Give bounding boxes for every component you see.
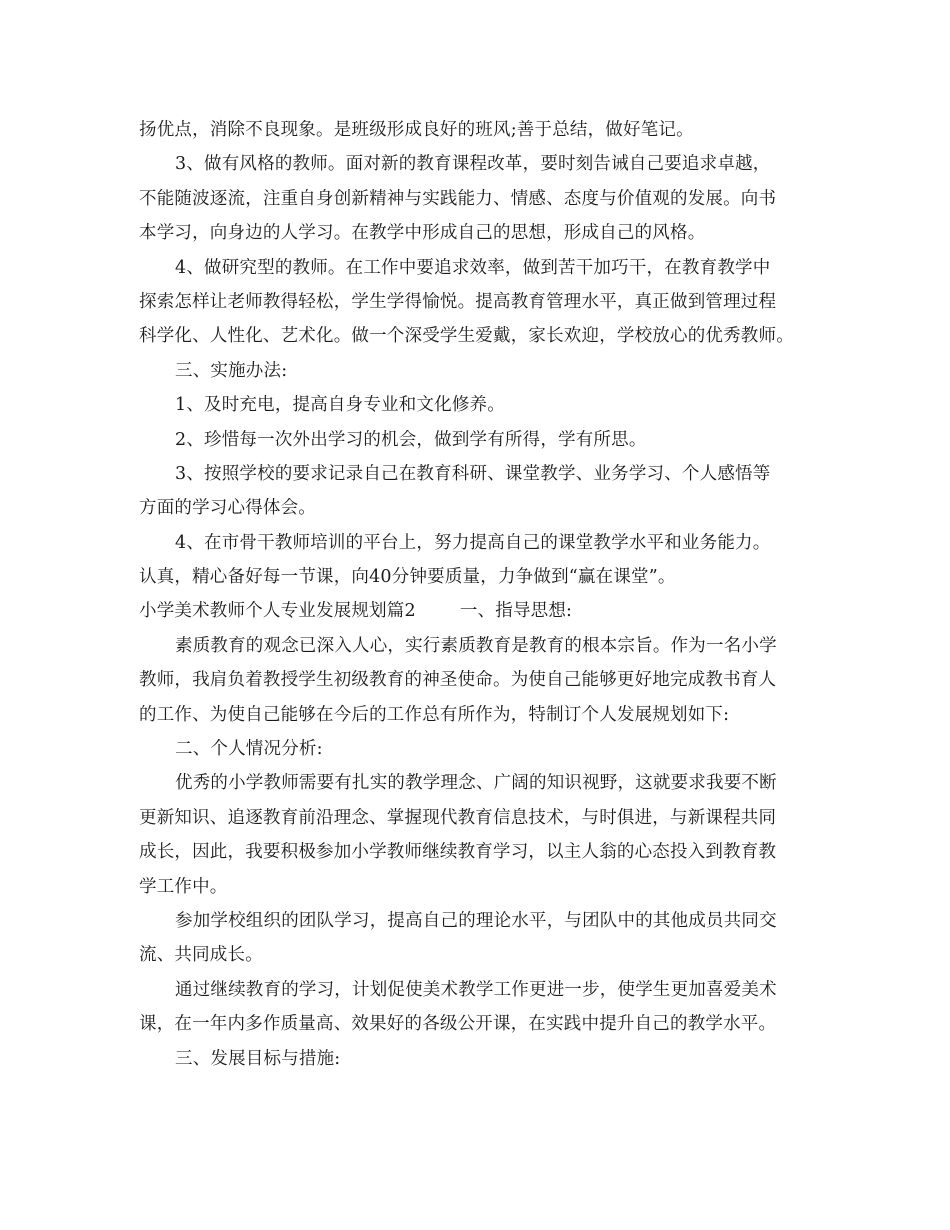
section-heading: 二、个人情况分析: [175,739,323,760]
section-heading: 三、实施办法: [175,360,288,381]
paragraph-line: 通过继续教育的学习，计划促使美术教学工作更进一步，使学生更加喜爱美术 [175,979,777,1000]
list-item: 4、在市骨干教师培训的平台上，努力提高自己的课堂教学水平和业务能力。 [175,532,771,553]
paragraph-line: 课，在一年内多作质量高、效果好的各级公开课，在实践中提升自己的教学水平。 [139,1014,777,1035]
section-heading: 三、发展目标与措施: [175,1048,341,1069]
article-heading-line [139,594,824,628]
paragraph-line: 本学习，向身边的人学习。在教学中形成自己的思想，形成自己的风格。 [139,223,706,244]
paragraph-line: 的工作、为使自己能够在今后的工作总有所作为，特制订个人发展规划如下: [139,704,730,725]
document-body [139,113,824,1076]
paragraph-line: 素质教育的观念已深入人心，实行素质教育是教育的根本宗旨。作为一名小学 [175,635,777,656]
paragraph-line: 方面的学习心得体会。 [139,498,316,519]
paragraph-line: 优秀的小学教师需要有扎实的教学理念、广阔的知识视野，这就要求我要不断 [175,773,777,794]
paragraph-line: 4、做研究型的教师。在工作中要追求效率，做到苦干加巧干，在教育教学中 [175,257,771,278]
paragraph-line: 扬优点，消除不良现象。是班级形成良好的班风;善于总结，做好笔记。 [139,120,694,140]
paragraph-line: 不能随波逐流，注重自身创新精神与实践能力、情感、态度与价值观的发展。向书 [139,188,777,209]
list-item: 2、珍惜每一次外出学习的机会，做到学有所得，学有所思。 [175,429,647,450]
paragraph-line: 流、共同成长。 [139,945,263,966]
list-item: 3、按照学校的要求记录自己在教育科研、课堂教学、业务学习、个人感悟等 [175,463,771,484]
paragraph-line: 参加学校组织的团队学习，提高自己的理论水平，与团队中的其他成员共同交 [175,910,777,931]
paragraph-line: 教师，我肩负着教授学生初级教育的神圣使命。为使自己能够更好地完成教书育人 [139,670,777,691]
article-subtitle: 一、指导思想: [459,601,573,622]
paragraph-line: 科学化、人性化、艺术化。做一个深受学生爱戴，家长欢迎，学校放心的优秀教师。 [139,326,794,347]
paragraph-line: 探索怎样让老师教得轻松，学生学得愉悦。提高教育管理水平，真正做到管理过程 [139,291,777,312]
paragraph-line: 更新知识、追逐教育前沿理念、掌握现代教育信息技术，与时俱进，与新课程共同 [139,807,777,828]
paragraph-line: 成长，因此，我要积极参加小学教师继续教育学习，以主人翁的心态投入到教育教 [139,842,777,863]
paragraph-line: 3、做有风格的教师。面对新的教育课程改革，要时刻告诫自己要追求卓越， [175,154,771,175]
paragraph-line: 认真，精心备好每一节课，向40分钟要质量，力争做到“赢在课堂”。 [139,567,676,588]
paragraph-line: 学工作中。 [139,876,228,897]
list-item: 1、及时充电，提高自身专业和文化修养。 [175,395,505,416]
article-title: 小学美术教师个人专业发展规划篇2 [139,601,416,622]
